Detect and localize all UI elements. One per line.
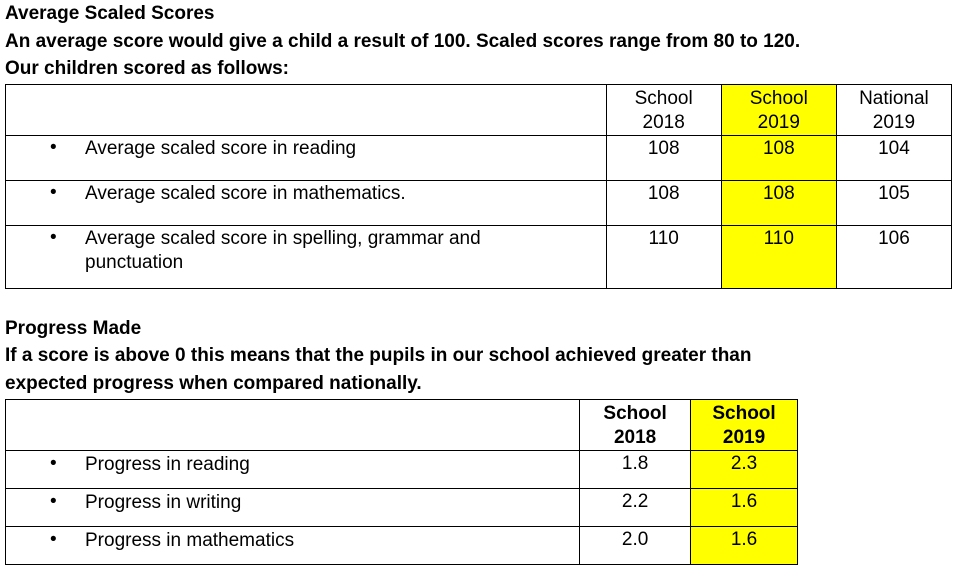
header-school-2019 bbox=[721, 85, 836, 136]
row-label: Progress in mathematics bbox=[85, 530, 295, 551]
header-year: 2018 bbox=[613, 427, 657, 448]
header-year: 2019 bbox=[872, 112, 916, 133]
table-row bbox=[6, 451, 798, 489]
bullet-icon: • bbox=[50, 453, 57, 474]
progress-table bbox=[5, 399, 798, 565]
header-label: School bbox=[712, 403, 776, 424]
table-header-row bbox=[6, 400, 798, 451]
scaled-scores-table bbox=[5, 84, 952, 289]
value-school-2018: 1.8 bbox=[580, 451, 691, 489]
row-label-cell bbox=[6, 181, 607, 226]
table-row bbox=[6, 489, 798, 527]
section1-intro-line2: Our children scored as follows: bbox=[5, 58, 290, 79]
bullet-icon: • bbox=[50, 227, 57, 248]
table-row bbox=[6, 181, 952, 226]
header-year: 2019 bbox=[722, 427, 766, 448]
value-school-2018: 110 bbox=[606, 226, 721, 289]
bullet-icon: • bbox=[50, 491, 57, 512]
header-label: School bbox=[634, 88, 693, 109]
row-label-cell bbox=[6, 527, 580, 565]
header-year: 2019 bbox=[757, 112, 800, 133]
value-school-2019: 1.6 bbox=[691, 527, 798, 565]
value-national-2019: 104 bbox=[836, 136, 951, 181]
header-label: National bbox=[859, 88, 929, 109]
bullet-icon: • bbox=[50, 529, 57, 550]
section1-heading: Average Scaled Scores bbox=[5, 3, 215, 24]
table-row bbox=[6, 226, 952, 289]
value-school-2019: 110 bbox=[721, 226, 836, 289]
row-label-cell bbox=[6, 136, 607, 181]
row-label-cell bbox=[6, 451, 580, 489]
value-school-2018: 2.0 bbox=[580, 527, 691, 565]
table-row bbox=[6, 527, 798, 565]
row-label-cell bbox=[6, 489, 580, 527]
bullet-icon: • bbox=[50, 137, 57, 158]
value-school-2019: 108 bbox=[721, 181, 836, 226]
section2-heading: Progress Made bbox=[5, 318, 142, 339]
section1-intro-line1: An average score would give a child a result of 100. Scaled scores range from 80 to 120. bbox=[5, 31, 801, 52]
row-label-cell bbox=[6, 226, 607, 289]
header-empty-cell bbox=[6, 85, 607, 136]
header-label: School bbox=[749, 88, 808, 109]
value-national-2019: 105 bbox=[836, 181, 951, 226]
header-empty-cell bbox=[6, 400, 580, 451]
header-school-2018 bbox=[606, 85, 721, 136]
bullet-icon: • bbox=[50, 182, 57, 203]
row-label: Progress in reading bbox=[85, 454, 250, 475]
row-label: Average scaled score in reading bbox=[85, 138, 357, 159]
value-school-2019: 108 bbox=[721, 136, 836, 181]
row-label: Average scaled score in mathematics. bbox=[85, 183, 406, 204]
value-national-2019: 106 bbox=[836, 226, 951, 289]
value-school-2019: 1.6 bbox=[691, 489, 798, 527]
section2-intro-line2: expected progress when compared nationally. bbox=[5, 373, 422, 394]
header-school-2019 bbox=[691, 400, 798, 451]
header-school-2018 bbox=[580, 400, 691, 451]
value-school-2019: 2.3 bbox=[691, 451, 798, 489]
row-label: Progress in writing bbox=[85, 492, 242, 513]
table-header-row bbox=[6, 85, 952, 136]
value-school-2018: 2.2 bbox=[580, 489, 691, 527]
table-row bbox=[6, 136, 952, 181]
value-school-2018: 108 bbox=[606, 136, 721, 181]
header-year: 2018 bbox=[642, 112, 685, 133]
row-label: Average scaled score in spelling, grammar and punctuation bbox=[85, 228, 481, 273]
header-label: School bbox=[603, 403, 667, 424]
section2-intro-line1: If a score is above 0 this means that the pupils in our school achieved greater than bbox=[5, 345, 752, 366]
value-school-2018: 108 bbox=[606, 181, 721, 226]
header-national-2019 bbox=[836, 85, 951, 136]
